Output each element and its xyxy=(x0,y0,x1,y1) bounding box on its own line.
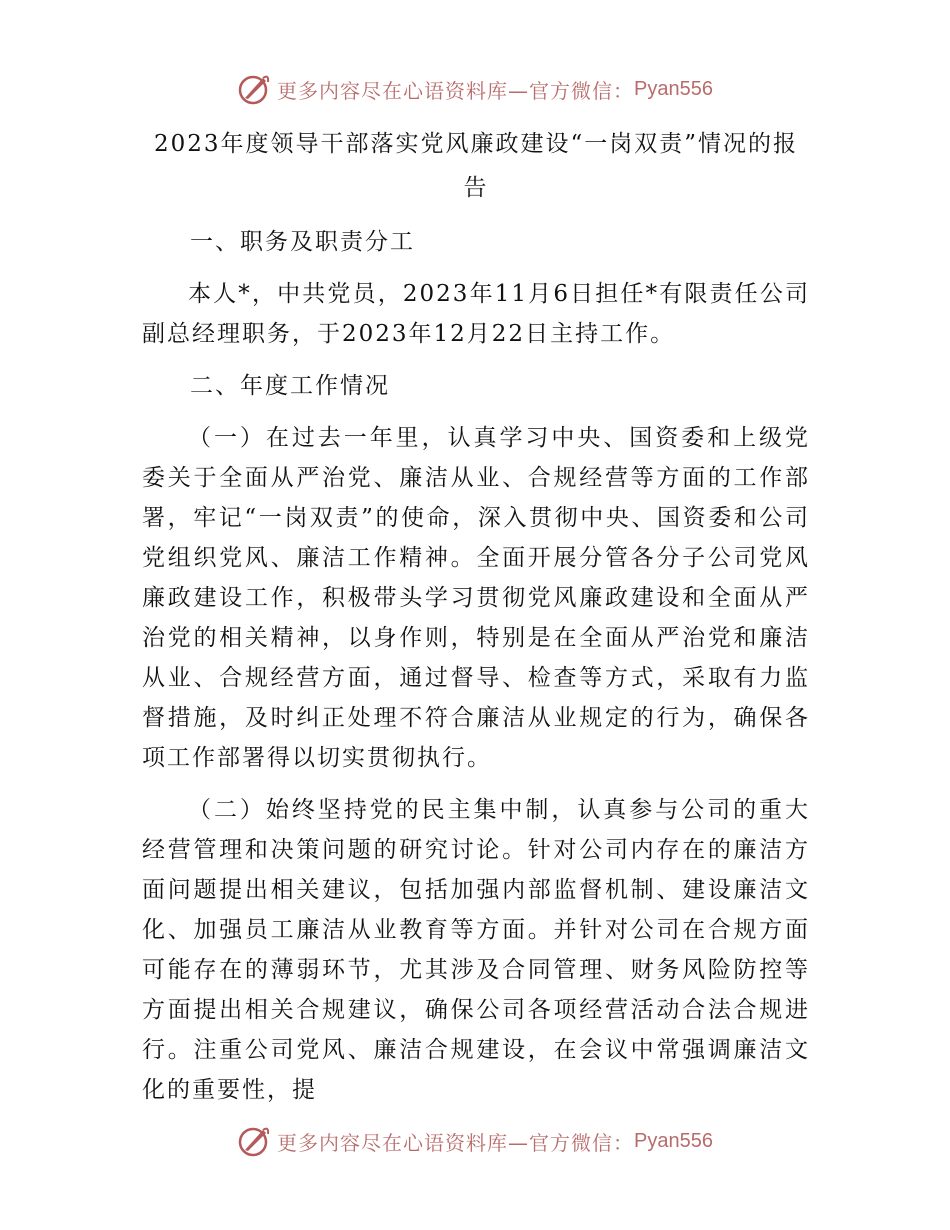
watermark-wechat-id: Pyan556 xyxy=(634,77,713,100)
section-2-heading: 二、年度工作情况 xyxy=(190,373,390,399)
paragraph-1: （一）在过去一年里，认真学习中央、国资委和上级党委关于全面从严治党、廉洁从业、合规经营等方面的工作部署，牢记“一岗双责”的使命，深入贯彻中央、国资委和公司党组织党风、廉洁工作精神。全面开展分管各分子公司党风廉政建设工作，积极带头学习贯彻党风廉政建设和全面从严治党的相关精神，以身作则，特别是在全面从严治党和廉洁从业、合规经营方面，通过督导、检查等方式，采取有力监督措施，及时纠正处理不符合廉洁从业规定的行为，确保各项工作部署得以切实贯彻执行。 xyxy=(142,425,810,771)
section-1-heading: 一、职务及职责分工 xyxy=(190,229,415,255)
document-title: 2023年度领导干部落实党风廉政建设“一岗双责”情况的报告 xyxy=(153,131,799,201)
section-1-paragraph: 本人*，中共党员，2023年11月6日担任*有限责任公司副总经理职务，于2023年12月22日主持工作。 xyxy=(142,281,810,347)
watermark-wechat-id: Pyan556 xyxy=(634,1129,713,1152)
quill-logo-icon xyxy=(237,1124,271,1158)
quill-logo-icon xyxy=(237,72,271,106)
watermark-text: 更多内容尽在心语资料库—官方微信： xyxy=(277,1130,635,1155)
header-watermark xyxy=(0,72,950,106)
watermark-text: 更多内容尽在心语资料库—官方微信： xyxy=(277,78,635,103)
footer-watermark xyxy=(0,1124,950,1158)
paragraph-2: （二）始终坚持党的民主集中制，认真参与公司的重大经营管理和决策问题的研究讨论。针对公司内存在的廉洁方面问题提出相关建议，包括加强内部监督机制、建设廉洁文化、加强员工廉洁从业教育等方面。并针对公司在合规方面可能存在的薄弱环节，尤其涉及合同管理、财务风险防控等方面提出相关合规建议，确保公司各项经营活动合法合规进行。注重公司党风、廉洁合规建设，在会议中常强调廉洁文化的重要性，提 xyxy=(142,797,810,1103)
document-body xyxy=(142,122,810,1122)
